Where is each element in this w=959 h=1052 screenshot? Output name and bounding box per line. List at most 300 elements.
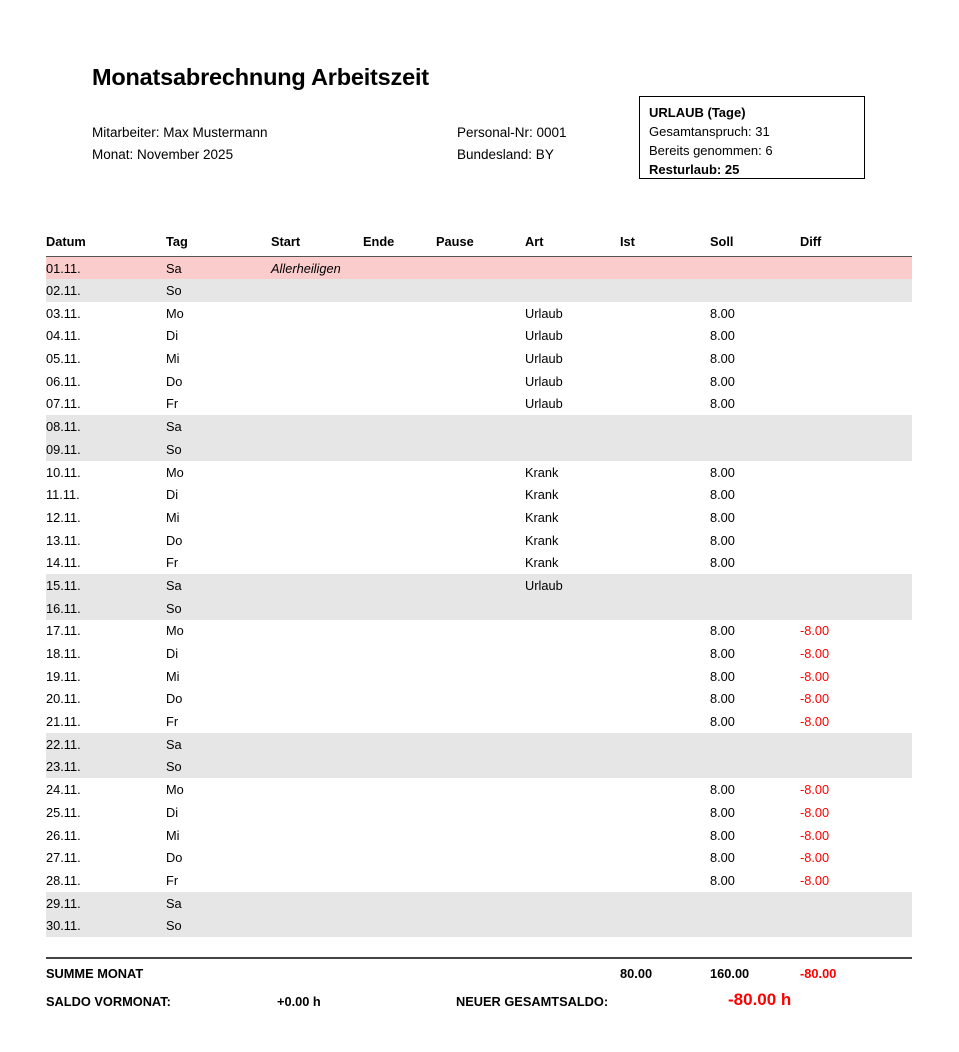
cell-ist: [620, 597, 710, 620]
cell-datum: 18.11.: [46, 646, 81, 662]
cell-tag: Do: [166, 373, 183, 389]
cell-ist: [620, 574, 710, 597]
cell-start: [271, 279, 363, 302]
cell-datum: 23.11.: [46, 756, 166, 779]
cell-datum: 01.11.: [46, 257, 166, 280]
cell-pause: [436, 620, 525, 643]
cell-soll: 8.00: [710, 509, 735, 525]
column-header-start: Start: [271, 234, 363, 257]
cell-diff: -8.00: [800, 850, 830, 866]
new-balance-value: -80.00 h: [728, 990, 792, 1009]
summary-total-table: [46, 959, 912, 989]
cell-ende: [363, 892, 436, 915]
cell-soll: [710, 279, 800, 302]
cell-soll: 8.00: [710, 464, 735, 480]
table-row[interactable]: [46, 483, 912, 506]
cell-tag: So: [166, 756, 271, 779]
personnel-number-line: Personal-Nr: 0001: [457, 125, 567, 140]
cell-soll: [710, 415, 800, 438]
cell-art: Krank: [525, 487, 559, 503]
cell-soll: 8.00: [710, 850, 735, 866]
table-row[interactable]: [46, 665, 912, 688]
cell-ende: [363, 869, 436, 892]
cell-ist: [620, 302, 710, 325]
table-row[interactable]: [46, 597, 912, 620]
table-row[interactable]: [46, 438, 912, 461]
column-header-ende: Ende: [363, 234, 436, 257]
cell-pause: [436, 892, 525, 915]
new-balance-label: NEUER GESAMTSALDO:: [456, 994, 609, 1009]
cell-ende: [363, 279, 436, 302]
cell-pause: [436, 574, 525, 597]
cell-soll: 8.00: [710, 827, 735, 843]
cell-ende: [363, 801, 436, 824]
table-row[interactable]: [46, 642, 912, 665]
table-row[interactable]: [46, 869, 912, 892]
cell-ende: [363, 325, 436, 348]
balance-row: [46, 990, 926, 1018]
page-title: Monatsabrechnung Arbeitszeit: [92, 64, 429, 90]
cell-pause: [436, 257, 525, 280]
cell-soll: [710, 257, 800, 280]
cell-datum: 27.11.: [46, 850, 81, 866]
cell-start: [271, 302, 363, 325]
cell-ist: [620, 914, 710, 937]
cell-tag: Di: [166, 804, 179, 820]
cell-start: [271, 756, 363, 779]
cell-soll: [710, 733, 800, 756]
cell-start: [271, 393, 363, 416]
cell-datum: 10.11.: [46, 464, 81, 480]
cell-ist: [620, 710, 710, 733]
cell-art: [525, 665, 620, 688]
cell-ende: [363, 551, 436, 574]
cell-diff: [800, 597, 912, 620]
cell-datum: 09.11.: [46, 438, 166, 461]
cell-datum: 02.11.: [46, 279, 166, 302]
cell-tag: Do: [166, 850, 183, 866]
table-row[interactable]: [46, 892, 912, 915]
column-header-datum: Datum: [46, 234, 166, 257]
cell-soll: [710, 438, 800, 461]
cell-tag: Di: [166, 487, 179, 503]
cell-start: [271, 574, 363, 597]
employee-meta-block: [92, 122, 268, 166]
cell-soll: [710, 756, 800, 779]
vacation-box-title: URLAUB (Tage): [649, 105, 746, 120]
cell-datum: 20.11.: [46, 691, 81, 707]
cell-soll: [710, 892, 800, 915]
table-header-row: [46, 234, 912, 257]
vacation-already-taken: Bereits genommen: 6: [649, 143, 773, 158]
cell-datum: 30.11.: [46, 914, 166, 937]
cell-tag: Fr: [166, 396, 179, 412]
cell-soll: 8.00: [710, 646, 735, 662]
cell-tag: Di: [166, 328, 179, 344]
cell-diff: -8.00: [800, 827, 830, 843]
cell-diff: -8.00: [800, 714, 830, 730]
cell-pause: [436, 824, 525, 847]
timesheet-table: [46, 234, 912, 937]
table-row[interactable]: [46, 824, 912, 847]
cell-art: Urlaub: [525, 574, 620, 597]
cell-ist: [620, 756, 710, 779]
previous-balance-label: SALDO VORMONAT:: [46, 994, 171, 1009]
cell-diff: -8.00: [800, 623, 830, 639]
cell-diff: [800, 279, 912, 302]
cell-ist: [620, 846, 710, 869]
cell-pause: [436, 393, 525, 416]
cell-tag: Mo: [166, 464, 184, 480]
cell-ist: [620, 869, 710, 892]
cell-diff: [800, 325, 912, 348]
cell-holiday-name: Allerheiligen: [271, 257, 363, 280]
cell-pause: [436, 347, 525, 370]
cell-tag: Do: [166, 532, 183, 548]
cell-ende: [363, 620, 436, 643]
cell-diff: [800, 892, 912, 915]
cell-start: [271, 642, 363, 665]
column-header-art: Art: [525, 234, 620, 257]
cell-datum: 24.11.: [46, 782, 81, 798]
cell-tag: Fr: [166, 555, 179, 571]
cell-datum: 25.11.: [46, 804, 81, 820]
timesheet-table-body: [46, 257, 912, 938]
cell-diff: [800, 914, 912, 937]
summary-total-diff: -80.00: [800, 966, 837, 982]
summary-total-label: SUMME MONAT: [46, 966, 144, 982]
cell-ende: [363, 914, 436, 937]
table-row[interactable]: [46, 733, 912, 756]
cell-art: Urlaub: [525, 351, 563, 367]
table-row[interactable]: [46, 279, 912, 302]
table-row[interactable]: [46, 415, 912, 438]
cell-ende: [363, 370, 436, 393]
cell-art: [525, 257, 620, 280]
cell-ende: [363, 483, 436, 506]
cell-pause: [436, 801, 525, 824]
cell-diff: [800, 506, 912, 529]
cell-ende: [363, 665, 436, 688]
column-header-tag: Tag: [166, 234, 271, 257]
cell-start: [271, 506, 363, 529]
cell-diff: [800, 257, 912, 280]
cell-art: [525, 846, 620, 869]
column-header-ist: Ist: [620, 234, 710, 257]
cell-start: [271, 347, 363, 370]
cell-art: [525, 824, 620, 847]
cell-datum: 21.11.: [46, 714, 81, 730]
cell-diff: -8.00: [800, 646, 830, 662]
cell-tag: Mo: [166, 623, 184, 639]
table-row[interactable]: [46, 778, 912, 801]
cell-ist: [620, 393, 710, 416]
vacation-remaining: Resturlaub: 25: [649, 162, 740, 177]
cell-datum: 07.11.: [46, 396, 81, 412]
cell-tag: Sa: [166, 733, 271, 756]
cell-datum: 29.11.: [46, 892, 166, 915]
table-row[interactable]: [46, 710, 912, 733]
cell-ist: [620, 733, 710, 756]
cell-pause: [436, 665, 525, 688]
cell-start: [271, 461, 363, 484]
table-row[interactable]: [46, 347, 912, 370]
timesheet-table-wrapper: [46, 234, 912, 937]
cell-start: [271, 892, 363, 915]
summary-section: [46, 957, 912, 989]
cell-tag: Sa: [166, 574, 271, 597]
cell-pause: [436, 506, 525, 529]
cell-diff: [800, 574, 912, 597]
table-row[interactable]: [46, 393, 912, 416]
cell-tag: Sa: [166, 257, 271, 280]
cell-art: [525, 914, 620, 937]
table-row[interactable]: [46, 302, 912, 325]
cell-ist: [620, 325, 710, 348]
table-row[interactable]: [46, 257, 912, 280]
column-header-diff: Diff: [800, 234, 912, 257]
cell-datum: 13.11.: [46, 532, 81, 548]
cell-ist: [620, 506, 710, 529]
table-row[interactable]: [46, 370, 912, 393]
cell-pause: [436, 733, 525, 756]
cell-datum: 08.11.: [46, 415, 166, 438]
cell-pause: [436, 461, 525, 484]
cell-ist: [620, 461, 710, 484]
cell-diff: [800, 415, 912, 438]
cell-art: Krank: [525, 555, 559, 571]
table-row[interactable]: [46, 551, 912, 574]
cell-diff: -8.00: [800, 782, 830, 798]
table-row[interactable]: [46, 461, 912, 484]
cell-ist: [620, 257, 710, 280]
vacation-summary-box: [639, 96, 865, 179]
cell-ende: [363, 415, 436, 438]
summary-total-row: [46, 959, 912, 989]
cell-ende: [363, 642, 436, 665]
cell-start: [271, 325, 363, 348]
cell-datum: 17.11.: [46, 623, 81, 639]
cell-pause: [436, 710, 525, 733]
cell-soll: 8.00: [710, 555, 735, 571]
cell-soll: 8.00: [710, 872, 735, 888]
cell-datum: 19.11.: [46, 668, 81, 684]
employment-meta-block: [457, 122, 567, 166]
cell-ist: [620, 892, 710, 915]
cell-tag: Sa: [166, 892, 271, 915]
table-row[interactable]: [46, 914, 912, 937]
cell-ist: [620, 551, 710, 574]
cell-ende: [363, 461, 436, 484]
cell-art: [525, 415, 620, 438]
cell-ende: [363, 347, 436, 370]
cell-start: [271, 869, 363, 892]
cell-pause: [436, 279, 525, 302]
summary-total-soll: 160.00: [710, 966, 750, 982]
cell-art: Urlaub: [525, 396, 563, 412]
cell-soll: 8.00: [710, 351, 735, 367]
cell-art: [525, 869, 620, 892]
cell-ist: [620, 483, 710, 506]
cell-datum: 03.11.: [46, 305, 81, 321]
cell-datum: 11.11.: [46, 487, 80, 503]
cell-ende: [363, 438, 436, 461]
cell-soll: 8.00: [710, 691, 735, 707]
cell-start: [271, 551, 363, 574]
cell-pause: [436, 302, 525, 325]
previous-balance-value: +0.00 h: [277, 994, 321, 1009]
cell-tag: Mo: [166, 782, 184, 798]
cell-datum: 22.11.: [46, 733, 166, 756]
cell-art: [525, 756, 620, 779]
cell-soll: [710, 597, 800, 620]
cell-pause: [436, 370, 525, 393]
cell-soll: [710, 914, 800, 937]
cell-ist: [620, 347, 710, 370]
cell-art: Urlaub: [525, 305, 563, 321]
cell-tag: Do: [166, 691, 183, 707]
cell-art: [525, 642, 620, 665]
table-row[interactable]: [46, 801, 912, 824]
cell-soll: 8.00: [710, 532, 735, 548]
cell-art: Urlaub: [525, 373, 563, 389]
cell-tag: Fr: [166, 714, 179, 730]
cell-tag: Fr: [166, 872, 179, 888]
cell-diff: -8.00: [800, 691, 830, 707]
cell-ende: [363, 733, 436, 756]
cell-tag: Mi: [166, 351, 180, 367]
cell-art: Urlaub: [525, 328, 563, 344]
cell-tag: Mi: [166, 509, 180, 525]
cell-datum: 06.11.: [46, 373, 81, 389]
cell-ist: [620, 370, 710, 393]
cell-tag: Mi: [166, 668, 180, 684]
cell-start: [271, 733, 363, 756]
cell-art: [525, 279, 620, 302]
cell-ist: [620, 688, 710, 711]
cell-ende: [363, 393, 436, 416]
cell-diff: [800, 551, 912, 574]
month-line: Monat: November 2025: [92, 147, 234, 162]
cell-pause: [436, 438, 525, 461]
cell-diff: [800, 438, 912, 461]
summary-total-ist: 80.00: [620, 966, 653, 982]
cell-pause: [436, 642, 525, 665]
cell-diff: [800, 393, 912, 416]
table-row[interactable]: [46, 506, 912, 529]
cell-start: [271, 665, 363, 688]
table-row[interactable]: [46, 688, 912, 711]
table-row[interactable]: [46, 846, 912, 869]
cell-pause: [436, 778, 525, 801]
table-row[interactable]: [46, 620, 912, 643]
cell-start: [271, 688, 363, 711]
cell-ende: [363, 506, 436, 529]
cell-tag: Mo: [166, 305, 184, 321]
cell-tag: Di: [166, 646, 179, 662]
cell-art: [525, 733, 620, 756]
cell-start: [271, 438, 363, 461]
cell-pause: [436, 415, 525, 438]
cell-art: [525, 688, 620, 711]
cell-ist: [620, 415, 710, 438]
cell-ende: [363, 574, 436, 597]
cell-pause: [436, 914, 525, 937]
cell-soll: 8.00: [710, 396, 735, 412]
table-row[interactable]: [46, 574, 912, 597]
cell-art: [525, 778, 620, 801]
cell-soll: 8.00: [710, 328, 735, 344]
cell-datum: 05.11.: [46, 351, 81, 367]
cell-ist: [620, 279, 710, 302]
cell-datum: 28.11.: [46, 872, 81, 888]
cell-start: [271, 370, 363, 393]
cell-pause: [436, 846, 525, 869]
cell-datum: 12.11.: [46, 509, 81, 525]
cell-ist: [620, 642, 710, 665]
cell-tag: So: [166, 597, 271, 620]
cell-soll: [710, 574, 800, 597]
cell-diff: [800, 347, 912, 370]
cell-ende: [363, 778, 436, 801]
cell-art: [525, 620, 620, 643]
table-row[interactable]: [46, 756, 912, 779]
cell-tag: So: [166, 914, 271, 937]
cell-art: Krank: [525, 509, 559, 525]
table-row[interactable]: [46, 325, 912, 348]
cell-datum: 14.11.: [46, 555, 81, 571]
table-row[interactable]: [46, 529, 912, 552]
cell-pause: [436, 325, 525, 348]
cell-soll: 8.00: [710, 623, 735, 639]
cell-pause: [436, 529, 525, 552]
cell-ist: [620, 801, 710, 824]
cell-art: [525, 801, 620, 824]
cell-ist: [620, 778, 710, 801]
cell-diff: [800, 529, 912, 552]
cell-ende: [363, 302, 436, 325]
cell-art: [525, 710, 620, 733]
cell-art: [525, 597, 620, 620]
cell-datum: 26.11.: [46, 827, 81, 843]
cell-tag: Sa: [166, 415, 271, 438]
cell-diff: [800, 461, 912, 484]
employee-name-line: Mitarbeiter: Max Mustermann: [92, 125, 268, 140]
cell-start: [271, 483, 363, 506]
cell-soll: 8.00: [710, 305, 735, 321]
cell-datum: 15.11.: [46, 574, 166, 597]
cell-art: [525, 438, 620, 461]
cell-start: [271, 529, 363, 552]
cell-tag: So: [166, 279, 271, 302]
cell-start: [271, 914, 363, 937]
cell-pause: [436, 756, 525, 779]
cell-pause: [436, 869, 525, 892]
cell-pause: [436, 597, 525, 620]
cell-art: [525, 892, 620, 915]
cell-pause: [436, 483, 525, 506]
cell-soll: 8.00: [710, 804, 735, 820]
column-header-pause: Pause: [436, 234, 525, 257]
cell-soll: 8.00: [710, 373, 735, 389]
cell-soll: 8.00: [710, 487, 735, 503]
cell-pause: [436, 688, 525, 711]
cell-diff: [800, 302, 912, 325]
cell-ende: [363, 756, 436, 779]
cell-tag: Mi: [166, 827, 180, 843]
cell-ist: [620, 824, 710, 847]
cell-start: [271, 620, 363, 643]
